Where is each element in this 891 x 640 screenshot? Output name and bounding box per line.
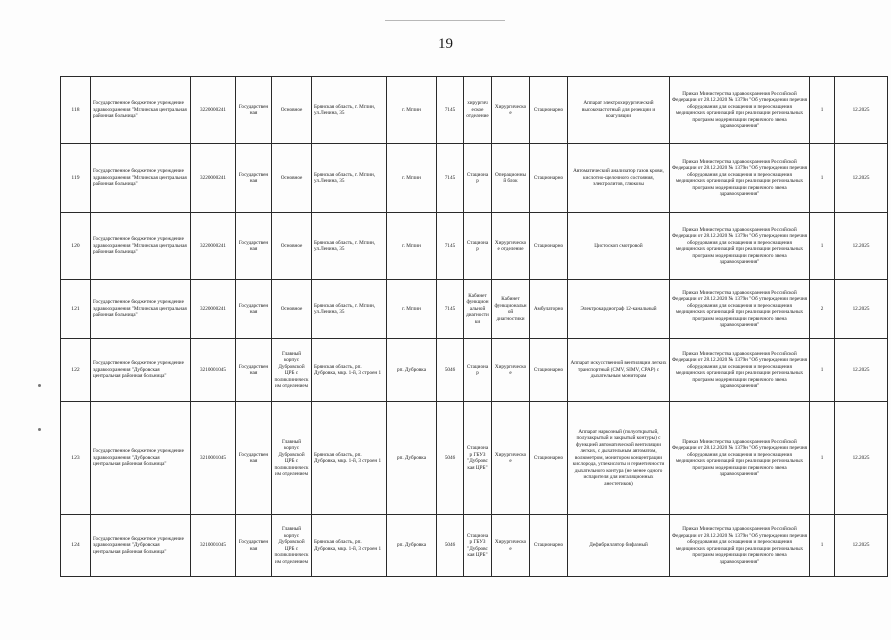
quantity-cell: 1: [810, 339, 835, 402]
quantity-cell: 1: [810, 515, 835, 577]
organization-name-cell: Государственное бюджетное учреждение здравоохранения "Дубровская центральная районная больница": [91, 515, 191, 577]
legal-basis-cell: Приказ Министерства здравоохранения Российской Федерации от 28.12.2020 № 1379н "Об утверждении перечня оборудования для оснащения и переоснащения медицинских организаций при реализации региональных программ модернизации первичного звена здравоохранения": [670, 144, 810, 213]
settlement-cell: рп. Дубровка: [387, 402, 437, 515]
equipment-name-cell: Аппарат наркозный (полуоткрытый, полузакрытый и закрытый контуры) с функцией автоматической вентиляции легких, с дыхательным автоматом, волюметром, монитором концентрации кислорода, углекислоты и герметичности дыхательного контура (не менее одного испарителя для ингаляционных анестетиков): [568, 402, 670, 515]
care-conditions-cell: Амбулаторно: [530, 280, 568, 339]
table-body: [61, 77, 888, 577]
medical-profile-cell: Хирургическое: [492, 77, 530, 144]
address-cell: Брянская область, рп. Дубровка, мкр. 1-й, 3 строен 1: [312, 402, 387, 515]
care-conditions-cell: Стационарно: [530, 515, 568, 577]
ownership-type-cell: Государственная: [236, 280, 272, 339]
department-cell: Стационар: [464, 144, 492, 213]
care-conditions-cell: Стационарно: [530, 144, 568, 213]
care-conditions-cell: Стационарно: [530, 339, 568, 402]
delivery-date-cell: 12.2025: [835, 339, 888, 402]
delivery-date-cell: 12.2025: [835, 213, 888, 280]
department-cell: Кабинет функциональной диагностики: [464, 280, 492, 339]
settlement-cell: г. Мглин: [387, 144, 437, 213]
row-number-cell: 124: [61, 515, 91, 577]
settlement-cell: г. Мглин: [387, 280, 437, 339]
care-conditions-cell: Стационарно: [530, 213, 568, 280]
address-cell: Брянская область, рп. Дубровка, мкр. 1-й, 3 строен 1: [312, 339, 387, 402]
table-row: [61, 77, 888, 144]
organization-name-cell: Государственное бюджетное учреждение здравоохранения "Дубровская центральная районная больница": [91, 339, 191, 402]
oktmo-code-cell: 7145: [437, 213, 464, 280]
legal-basis-cell: Приказ Министерства здравоохранения Российской Федерации от 28.12.2020 № 1379н "Об утверждении перечня оборудования для оснащения и переоснащения медицинских организаций при реализации региональных программ модернизации первичного звена здравоохранения": [670, 515, 810, 577]
row-number-cell: 118: [61, 77, 91, 144]
quantity-cell: 1: [810, 402, 835, 515]
ownership-type-cell: Государственная: [236, 77, 272, 144]
delivery-date-cell: 12.2025: [835, 77, 888, 144]
quantity-cell: 1: [810, 213, 835, 280]
table-row: [61, 213, 888, 280]
org-inn-cell: 3220000241: [191, 144, 236, 213]
organization-name-cell: Государственное бюджетное учреждение здравоохранения "Мглинская центральная районная больница": [91, 144, 191, 213]
org-inn-cell: 3220000241: [191, 280, 236, 339]
care-conditions-cell: Стационарно: [530, 402, 568, 515]
quantity-cell: 2: [810, 280, 835, 339]
ownership-type-cell: Государственная: [236, 515, 272, 577]
legal-basis-cell: Приказ Министерства здравоохранения Российской Федерации от 28.12.2020 № 1379н "Об утверждении перечня оборудования для оснащения и переоснащения медицинских организаций при реализации региональных программ модернизации первичного звена здравоохранения": [670, 280, 810, 339]
page-number: 19: [438, 36, 453, 52]
row-number-cell: 122: [61, 339, 91, 402]
medical-profile-cell: Операционный блок: [492, 144, 530, 213]
address-cell: Брянская область, г. Мглин, ул.Ленина, 35: [312, 144, 387, 213]
row-number-cell: 119: [61, 144, 91, 213]
equipment-name-cell: Дефибриллятор бифазный: [568, 515, 670, 577]
building-name-cell: Основное: [272, 77, 312, 144]
equipment-name-cell: Электрокардиограф 12-канальный: [568, 280, 670, 339]
equipment-name-cell: Автоматический анализатор газов крови, кислотно-щелочного состояния, электролитов, глюкозы: [568, 144, 670, 213]
oktmo-code-cell: 5046: [437, 339, 464, 402]
address-cell: Брянская область, г. Мглин, ул.Ленина, 35: [312, 280, 387, 339]
medical-profile-cell: Кабинет функциональной диагностики: [492, 280, 530, 339]
legal-basis-cell: Приказ Министерства здравоохранения Российской Федерации от 28.12.2020 № 1379н "Об утверждении перечня оборудования для оснащения и переоснащения медицинских организаций при реализации региональных программ модернизации первичного звена здравоохранения": [670, 402, 810, 515]
building-name-cell: Основное: [272, 144, 312, 213]
quantity-cell: 1: [810, 144, 835, 213]
oktmo-code-cell: 5046: [437, 402, 464, 515]
org-inn-cell: 3220000241: [191, 77, 236, 144]
address-cell: Брянская область, г. Мглин, ул.Ленина, 35: [312, 213, 387, 280]
ownership-type-cell: Государственная: [236, 339, 272, 402]
building-name-cell: Главный корпус Дубровской ЦРБ с поликлиническим отделением: [272, 402, 312, 515]
equipment-name-cell: Аппарат электрохирургический высокочастотный для резекции и коагуляции: [568, 77, 670, 144]
organization-name-cell: Государственное бюджетное учреждение здравоохранения "Дубровская центральная районная больница": [91, 402, 191, 515]
org-inn-cell: 3210001045: [191, 339, 236, 402]
quantity-cell: 1: [810, 77, 835, 144]
table-row: [61, 515, 888, 577]
equipment-name-cell: Аппарат искусственной вентиляции легких транспортный (CMV, SIMV, CPAP) с дыхательным мониторам: [568, 339, 670, 402]
oktmo-code-cell: 7145: [437, 77, 464, 144]
oktmo-code-cell: 5046: [437, 515, 464, 577]
legal-basis-cell: Приказ Министерства здравоохранения Российской Федерации от 28.12.2020 № 1379н "Об утверждении перечня оборудования для оснащения и переоснащения медицинских организаций при реализации региональных программ модернизации первичного звена здравоохранения": [670, 339, 810, 402]
oktmo-code-cell: 7145: [437, 280, 464, 339]
building-name-cell: Главный корпус Дубровской ЦРБ с поликлиническим отделением: [272, 515, 312, 577]
delivery-date-cell: 12.2025: [835, 515, 888, 577]
medical-profile-cell: Хирургическое: [492, 339, 530, 402]
legal-basis-cell: Приказ Министерства здравоохранения Российской Федерации от 28.12.2020 № 1379н "Об утверждении перечня оборудования для оснащения и переоснащения медицинских организаций при реализации региональных программ модернизации первичного звена здравоохранения": [670, 213, 810, 280]
settlement-cell: рп. Дубровка: [387, 515, 437, 577]
medical-profile-cell: Хирургическое: [492, 515, 530, 577]
table-row: [61, 144, 888, 213]
department-cell: Стационар: [464, 213, 492, 280]
department-cell: Стационар ГБУЗ "Дубровская ЦРБ": [464, 402, 492, 515]
care-conditions-cell: Стационарно: [530, 77, 568, 144]
table-row: [61, 402, 888, 515]
equipment-name-cell: Цистоскоп смотровой: [568, 213, 670, 280]
ownership-type-cell: Государственная: [236, 402, 272, 515]
department-cell: Стационар ГБУЗ "Дубровская ЦРБ": [464, 515, 492, 577]
table-row: [61, 339, 888, 402]
medical-profile-cell: Хирургическое: [492, 402, 530, 515]
address-cell: Брянская область, г. Мглин, ул.Ленина, 35: [312, 77, 387, 144]
delivery-date-cell: 12.2025: [835, 280, 888, 339]
building-name-cell: Основное: [272, 280, 312, 339]
org-inn-cell: 3220000241: [191, 213, 236, 280]
row-number-cell: 123: [61, 402, 91, 515]
org-inn-cell: 3210001045: [191, 402, 236, 515]
ownership-type-cell: Государственная: [236, 144, 272, 213]
settlement-cell: г. Мглин: [387, 213, 437, 280]
scan-mark: [38, 428, 41, 431]
oktmo-code-cell: 7145: [437, 144, 464, 213]
building-name-cell: Основное: [272, 213, 312, 280]
settlement-cell: г. Мглин: [387, 77, 437, 144]
legal-basis-cell: Приказ Министерства здравоохранения Российской Федерации от 28.12.2020 № 1379н "Об утверждении перечня оборудования для оснащения и переоснащения медицинских организаций при реализации региональных программ модернизации первичного звена здравоохранения": [670, 77, 810, 144]
organization-name-cell: Государственное бюджетное учреждение здравоохранения "Мглинская центральная районная больница": [91, 77, 191, 144]
building-name-cell: Главный корпус Дубровской ЦРБ с поликлиническим отделением: [272, 339, 312, 402]
settlement-cell: рп. Дубровка: [387, 339, 437, 402]
scan-mark: [38, 384, 41, 387]
equipment-table: [60, 76, 888, 577]
ownership-type-cell: Государственная: [236, 213, 272, 280]
delivery-date-cell: 12.2025: [835, 402, 888, 515]
organization-name-cell: Государственное бюджетное учреждение здравоохранения "Мглинская центральная районная больница": [91, 213, 191, 280]
organization-name-cell: Государственное бюджетное учреждение здравоохранения "Мглинская центральная районная больница": [91, 280, 191, 339]
table-row: [61, 280, 888, 339]
delivery-date-cell: 12.2025: [835, 144, 888, 213]
scan-top-line: [385, 20, 505, 21]
address-cell: Брянская область, рп. Дубровка, мкр. 1-й, 3 строен 1: [312, 515, 387, 577]
medical-profile-cell: Хирургическое отделение: [492, 213, 530, 280]
row-number-cell: 121: [61, 280, 91, 339]
department-cell: хирургическое отделение: [464, 77, 492, 144]
row-number-cell: 120: [61, 213, 91, 280]
org-inn-cell: 3210001045: [191, 515, 236, 577]
department-cell: Стационар: [464, 339, 492, 402]
